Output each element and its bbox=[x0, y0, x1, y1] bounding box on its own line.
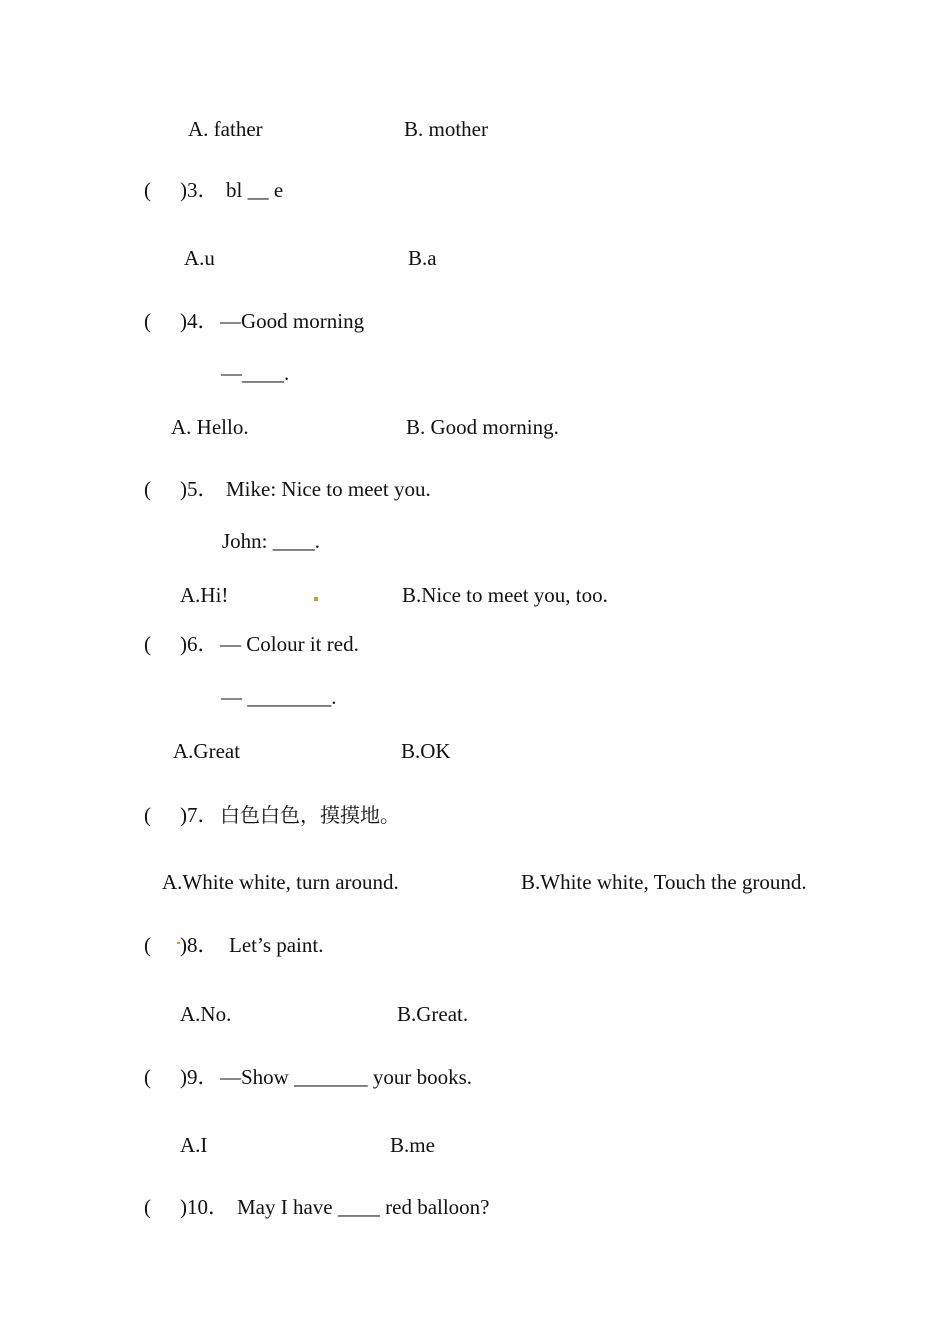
q7-paren: ( bbox=[144, 803, 151, 827]
q8-prompt: Let’s paint. bbox=[229, 933, 324, 957]
q3-paren: ( bbox=[144, 178, 151, 202]
q4-option-b: B. Good morning. bbox=[406, 415, 559, 439]
q9-paren: ( bbox=[144, 1065, 151, 1089]
q7-number: )7． bbox=[180, 803, 219, 827]
q4-number: )4． bbox=[180, 309, 219, 333]
q6-option-b: B.OK bbox=[401, 739, 451, 763]
q5-number: )5． bbox=[180, 477, 219, 501]
q10-prompt: May I have ____ red balloon? bbox=[237, 1195, 490, 1219]
q2-option-a: A. father bbox=[188, 117, 263, 141]
q6-option-a: A.Great bbox=[173, 739, 241, 763]
q8-number: )8． bbox=[180, 933, 219, 957]
q7-option-a: A.White white, turn around. bbox=[162, 870, 399, 894]
q3-number: )3． bbox=[180, 178, 219, 202]
q10-number: )10． bbox=[180, 1195, 229, 1219]
stray-mark bbox=[314, 597, 318, 601]
q7-prompt: 白色白色，摸摸地。 bbox=[220, 803, 400, 827]
q2-option-b: B. mother bbox=[404, 117, 488, 141]
q3-option-b: B.a bbox=[408, 246, 437, 270]
q9-option-a: A.I bbox=[180, 1133, 208, 1157]
q8-option-b: B.Great. bbox=[397, 1002, 469, 1026]
q6-response: — ________. bbox=[221, 685, 337, 709]
q4-option-a: A. Hello. bbox=[171, 415, 249, 439]
q5-paren: ( bbox=[144, 477, 151, 501]
q6-prompt: — Colour it red. bbox=[220, 632, 359, 656]
q4-paren: ( bbox=[144, 309, 151, 333]
q5-option-b: B.Nice to meet you, too. bbox=[402, 583, 608, 607]
q3-option-a: A.u bbox=[184, 246, 215, 270]
q9-prompt: —Show _______ your books. bbox=[220, 1065, 473, 1089]
q3-prompt: bl __ e bbox=[226, 178, 284, 202]
q8-paren: ( bbox=[144, 933, 151, 957]
q9-option-b: B.me bbox=[390, 1133, 435, 1157]
q5-option-a: A.Hi! bbox=[180, 583, 229, 607]
q9-number: )9． bbox=[180, 1065, 219, 1089]
q7-option-b: B.White white, Touch the ground. bbox=[521, 870, 807, 894]
q10-paren: ( bbox=[144, 1195, 151, 1219]
q5-response: John: ____. bbox=[222, 529, 321, 553]
q6-paren: ( bbox=[144, 632, 151, 656]
q5-prompt: Mike: Nice to meet you. bbox=[226, 477, 431, 501]
q4-prompt: —Good morning bbox=[220, 309, 365, 333]
q6-number: )6． bbox=[180, 632, 219, 656]
q4-response: —____. bbox=[221, 361, 290, 385]
q8-option-a: A.No. bbox=[180, 1002, 232, 1026]
